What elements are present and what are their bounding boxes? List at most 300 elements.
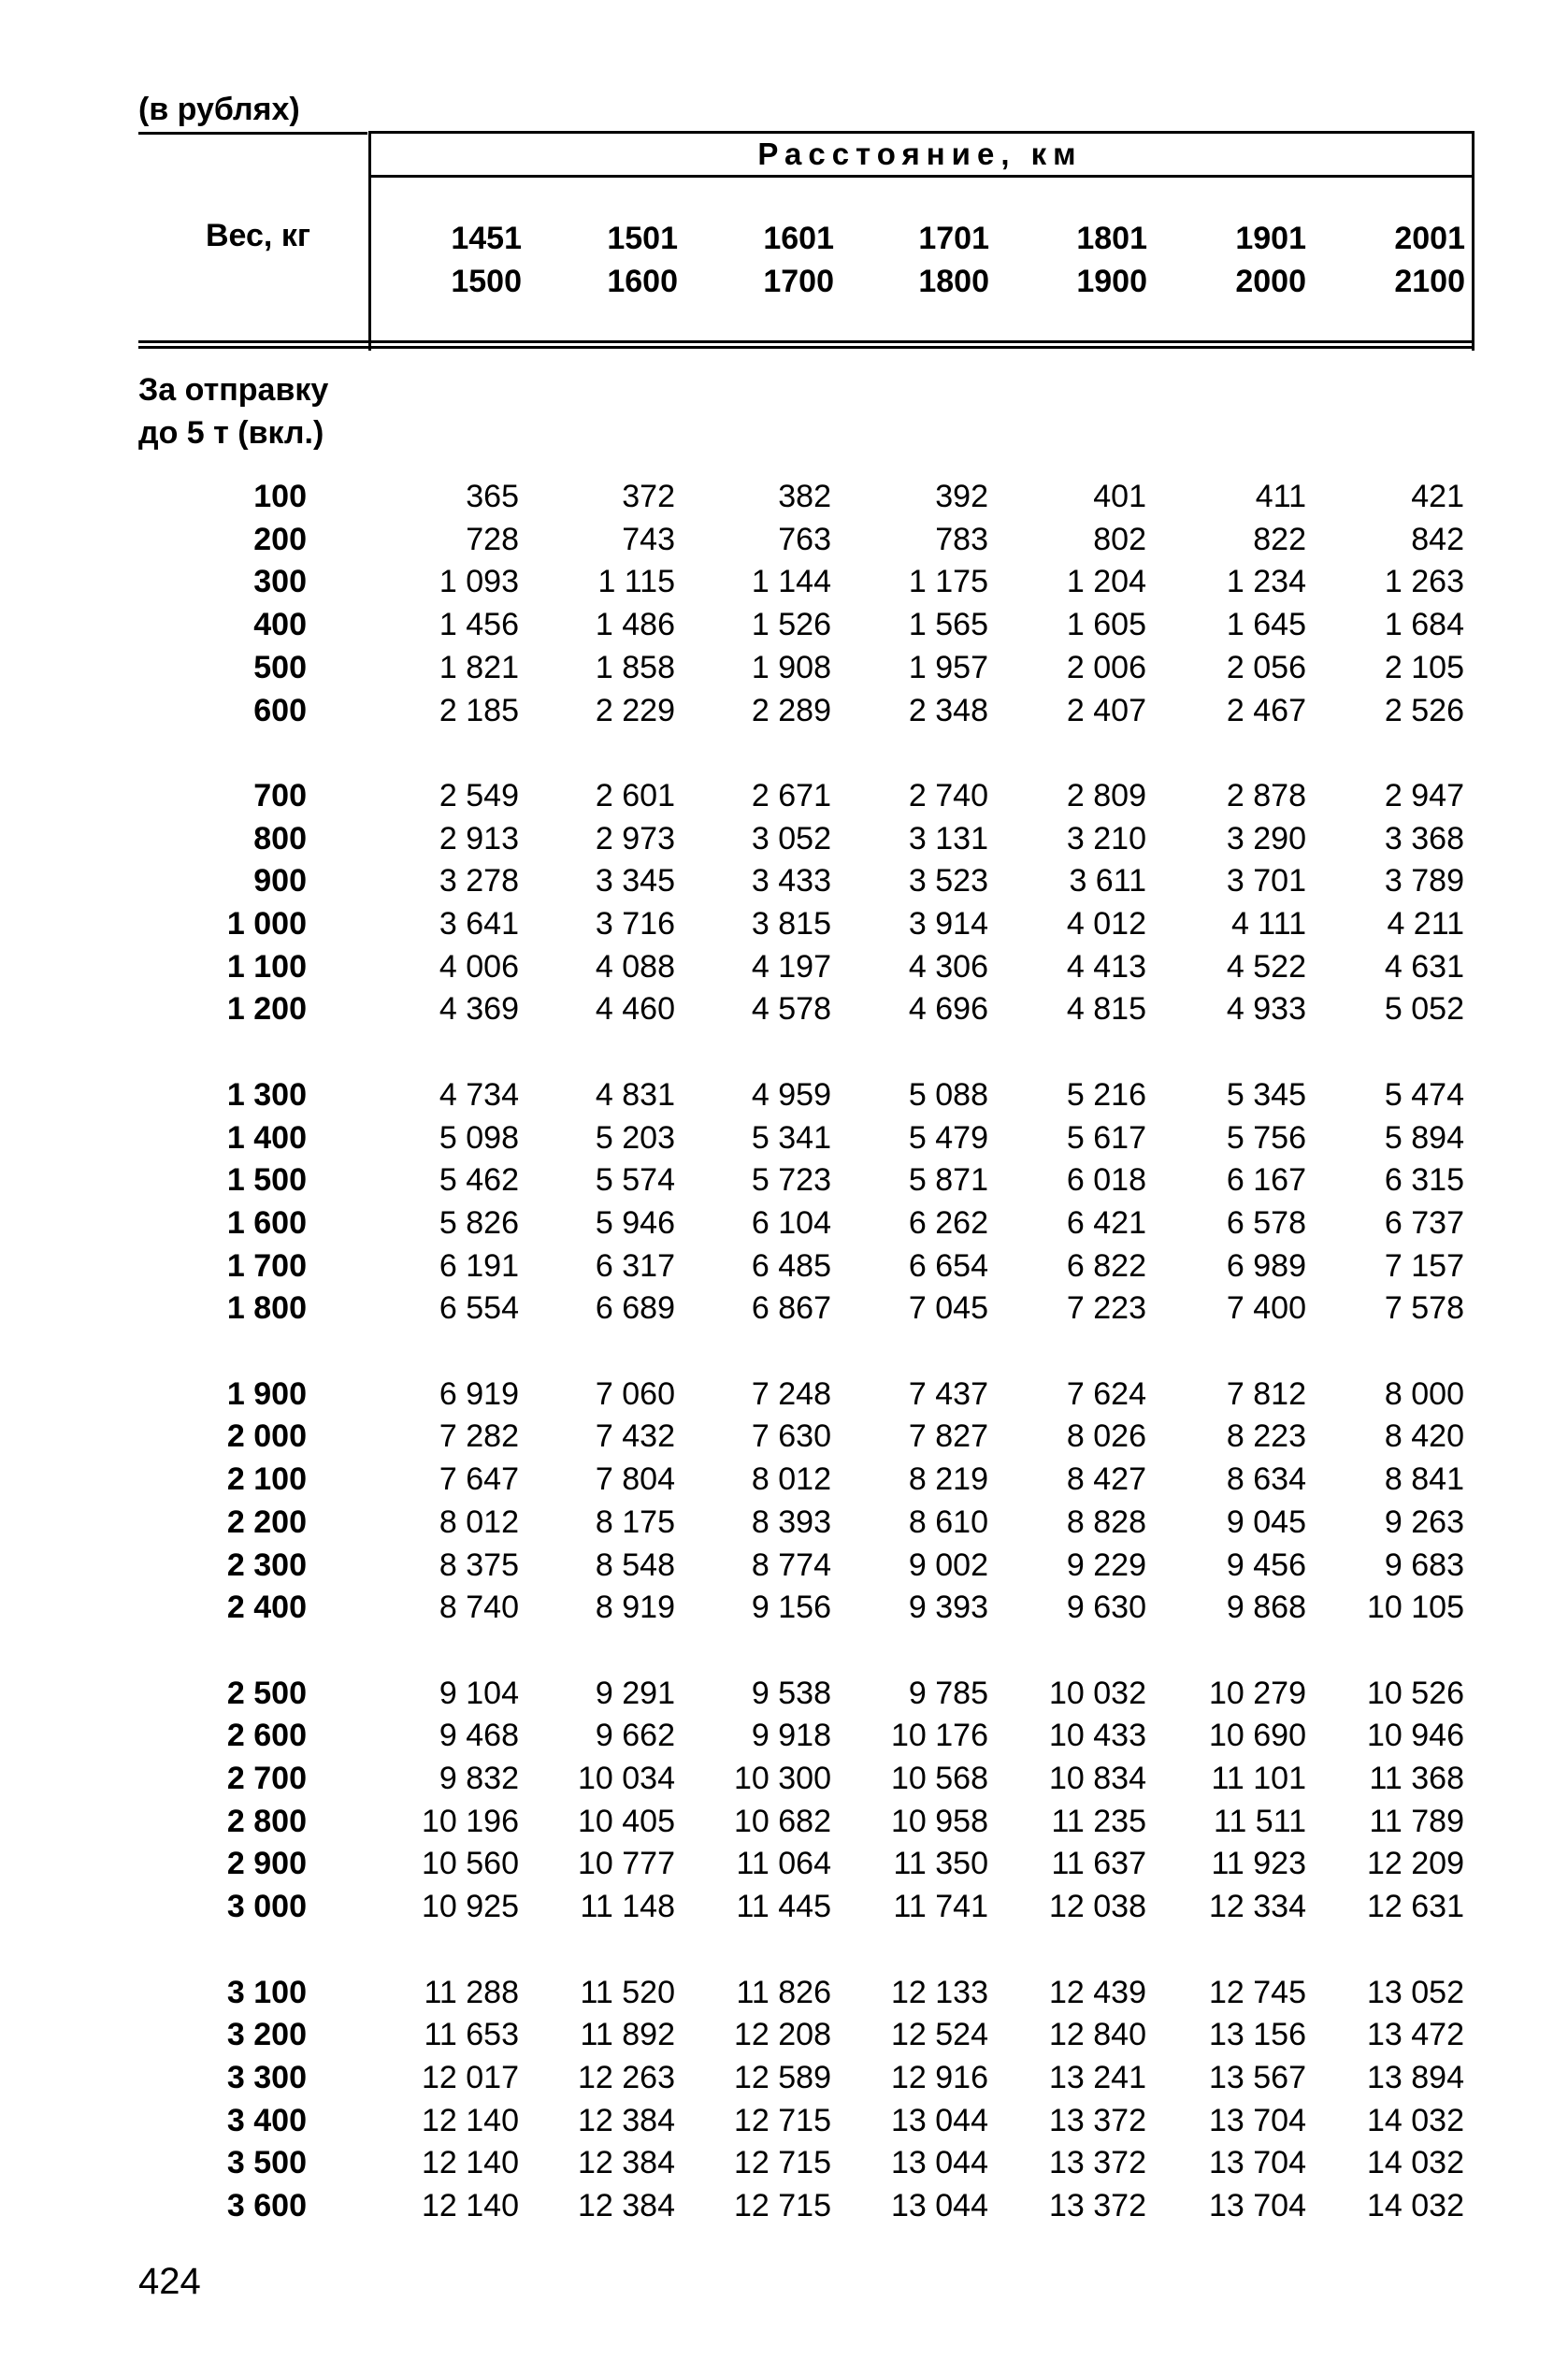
price-cell: 8 175: [595, 1504, 675, 1540]
price-cell: 8 223: [1226, 1418, 1306, 1455]
price-cell: 7 248: [751, 1375, 831, 1412]
table-row: [0, 1458, 1568, 1501]
table-row: [0, 2013, 1568, 2056]
price-cell: 4 413: [1066, 948, 1146, 985]
distance-range-3: 1601 1700: [763, 221, 834, 299]
distance-header: Расстояние, км: [757, 137, 1083, 171]
price-cell: 12 209: [1367, 1846, 1464, 1882]
table-row: [0, 1757, 1568, 1800]
weight-cell: 3 200: [226, 2017, 307, 2053]
price-cell: 11 101: [1211, 1761, 1306, 1796]
table-row: [0, 1373, 1568, 1416]
price-cell: 6 315: [1384, 1162, 1464, 1199]
table-row: [0, 1287, 1568, 1330]
price-cell: 2 467: [1226, 692, 1306, 728]
price-cell: 8 774: [751, 1547, 831, 1583]
price-cell: 1 093: [439, 564, 519, 600]
price-cell: 2 913: [439, 820, 519, 856]
price-cell: 10 105: [1367, 1590, 1464, 1626]
price-cell: 8 828: [1066, 1504, 1146, 1540]
price-cell: 10 526: [1367, 1675, 1464, 1711]
price-cell: 2 289: [751, 692, 831, 728]
price-cell: 13 044: [891, 2145, 988, 2181]
table-row: [0, 1586, 1568, 1629]
price-cell: 842: [1411, 521, 1464, 557]
weight-cell: 1 400: [226, 1119, 307, 1156]
price-cell: 5 826: [439, 1204, 519, 1241]
price-cell: 7 630: [751, 1418, 831, 1455]
price-cell: 2 526: [1384, 692, 1464, 728]
price-cell: 12 038: [1049, 1889, 1146, 1925]
price-cell: 8 919: [595, 1590, 675, 1626]
price-cell: 1 526: [751, 607, 831, 643]
price-cell: 3 210: [1066, 820, 1146, 856]
price-cell: 411: [1255, 479, 1306, 514]
header-bottom-rule: [138, 340, 1472, 349]
price-cell: 10 690: [1209, 1718, 1306, 1754]
price-cell: 4 696: [908, 991, 988, 1028]
price-cell: 4 631: [1384, 948, 1464, 985]
price-cell: 3 641: [439, 906, 519, 942]
price-cell: 13 241: [1049, 2059, 1146, 2095]
price-cell: 5 617: [1066, 1119, 1146, 1156]
table-row: [0, 1073, 1568, 1116]
price-cell: 3 368: [1384, 820, 1464, 856]
price-cell: 1 957: [908, 649, 988, 685]
price-cell: 1 234: [1226, 564, 1306, 600]
price-cell: 13 567: [1209, 2059, 1306, 2095]
table-row: [0, 1842, 1568, 1885]
price-cell: 392: [935, 479, 988, 514]
table-row: [0, 2099, 1568, 2142]
price-cell: 12 715: [734, 2188, 831, 2223]
table-row: [0, 2141, 1568, 2184]
price-cell: 13 044: [891, 2102, 988, 2138]
price-cell: 5 098: [439, 1119, 519, 1156]
price-cell: 13 372: [1049, 2145, 1146, 2181]
price-cell: 8 420: [1384, 1418, 1464, 1455]
price-cell: 12 140: [422, 2102, 519, 2138]
price-cell: 8 026: [1066, 1418, 1146, 1455]
price-cell: 3 131: [908, 820, 988, 856]
price-cell: 8 610: [908, 1504, 988, 1540]
price-cell: 6 018: [1066, 1162, 1146, 1199]
price-cell: 12 524: [891, 2017, 988, 2053]
price-cell: 11 288: [424, 1974, 519, 2010]
price-cell: 13 704: [1209, 2145, 1306, 2181]
price-cell: 1 908: [751, 649, 831, 685]
price-cell: 5 341: [751, 1119, 831, 1156]
price-cell: 5 479: [908, 1119, 988, 1156]
price-cell: 8 634: [1226, 1461, 1306, 1498]
price-cell: 3 278: [439, 863, 519, 899]
price-cell: 1 684: [1384, 607, 1464, 643]
price-cell: 3 611: [1069, 863, 1146, 899]
price-cell: 13 052: [1367, 1974, 1464, 2010]
price-cell: 3 716: [595, 906, 675, 942]
weight-cell: 1 000: [226, 906, 307, 942]
weight-cell: 2 700: [226, 1761, 307, 1796]
price-cell: 5 088: [908, 1076, 988, 1113]
table-row: [0, 1245, 1568, 1288]
price-cell: 13 472: [1367, 2017, 1464, 2053]
section-label-line-1: За отправку: [138, 372, 329, 408]
price-cell: 6 654: [908, 1247, 988, 1284]
price-cell: 12 263: [578, 2059, 675, 2095]
price-cell: 401: [1093, 479, 1146, 514]
weight-cell: 1 200: [226, 991, 307, 1028]
distance-range-1: 1451 1500: [451, 221, 522, 299]
price-cell: 5 871: [908, 1162, 988, 1199]
price-cell: 8 427: [1066, 1461, 1146, 1498]
table-row: [0, 518, 1568, 561]
distance-range-6: 1901 2000: [1235, 221, 1306, 299]
price-cell: 1 263: [1384, 564, 1464, 600]
price-cell: 14 032: [1367, 2145, 1464, 2181]
price-cell: 8 219: [908, 1461, 988, 1498]
price-cell: 7 624: [1066, 1375, 1146, 1412]
price-cell: 10 560: [422, 1846, 519, 1882]
price-cell: 1 565: [908, 607, 988, 643]
price-cell: 2 407: [1066, 692, 1146, 728]
price-cell: 9 785: [908, 1675, 988, 1711]
weight-column-header: Вес, кг: [206, 218, 310, 253]
distance-range-4: 1701 1800: [918, 221, 989, 299]
section-label: [138, 368, 328, 454]
weight-cell: 3 300: [226, 2059, 307, 2095]
table-row: [0, 560, 1568, 603]
price-cell: 9 291: [595, 1675, 675, 1711]
price-cell: 10 176: [891, 1718, 988, 1754]
price-cell: 1 175: [908, 564, 988, 600]
price-cell: 6 989: [1226, 1247, 1306, 1284]
price-cell: 8 000: [1384, 1375, 1464, 1412]
price-cell: 1 456: [439, 607, 519, 643]
price-cell: 2 056: [1226, 649, 1306, 685]
price-cell: 9 393: [908, 1590, 988, 1626]
weight-cell: 600: [253, 692, 307, 728]
price-cell: 2 740: [908, 777, 988, 813]
weight-cell: 800: [253, 820, 307, 856]
price-cell: 10 834: [1049, 1761, 1146, 1796]
price-cell: 3 914: [908, 906, 988, 942]
price-cell: 11 445: [736, 1889, 831, 1925]
price-cell: 382: [778, 479, 831, 514]
price-cell: 8 012: [751, 1461, 831, 1498]
price-cell: 3 290: [1226, 820, 1306, 856]
price-cell: 12 140: [422, 2145, 519, 2181]
price-cell: 372: [622, 479, 675, 514]
price-cell: 4 006: [439, 948, 519, 985]
price-cell: 1 204: [1066, 564, 1146, 600]
price-cell: 1 115: [597, 564, 675, 600]
price-cell: 3 052: [751, 820, 831, 856]
price-cell: 12 589: [734, 2059, 831, 2095]
price-cell: 5 894: [1384, 1119, 1464, 1156]
table-row: [0, 817, 1568, 860]
price-cell: 12 140: [422, 2188, 519, 2223]
weight-cell: 700: [253, 777, 307, 813]
price-cell: 12 715: [734, 2102, 831, 2138]
table-row: [0, 902, 1568, 945]
price-cell: 3 789: [1384, 863, 1464, 899]
price-cell: 12 208: [734, 2017, 831, 2053]
price-cell: 7 578: [1384, 1290, 1464, 1327]
distance-range-7: 2001 2100: [1394, 221, 1465, 299]
price-cell: 3 523: [908, 863, 988, 899]
price-cell: 5 574: [595, 1162, 675, 1199]
weight-cell: 100: [253, 479, 307, 514]
weight-cell: 3 000: [226, 1889, 307, 1925]
price-cell: 3 433: [751, 863, 831, 899]
price-cell: 8 375: [439, 1547, 519, 1583]
price-cell: 2 947: [1384, 777, 1464, 813]
weight-cell: 3 100: [226, 1974, 307, 2010]
price-cell: 6 689: [595, 1290, 675, 1327]
price-cell: 10 777: [578, 1846, 675, 1882]
price-cell: 783: [935, 521, 988, 557]
price-cell: 6 737: [1384, 1204, 1464, 1241]
price-cell: 421: [1411, 479, 1464, 514]
price-cell: 11 892: [580, 2017, 675, 2053]
price-cell: 1 144: [751, 564, 831, 600]
weight-cell: 1 600: [226, 1204, 307, 1241]
price-cell: 11 064: [736, 1846, 831, 1882]
price-cell: 4 522: [1226, 948, 1306, 985]
weight-cell: 2 800: [226, 1803, 307, 1839]
price-cell: 10 196: [422, 1803, 519, 1839]
price-cell: 6 867: [751, 1290, 831, 1327]
price-cell: 9 832: [439, 1761, 519, 1796]
price-cell: 743: [622, 521, 675, 557]
weight-cell: 200: [253, 521, 307, 557]
price-cell: 7 437: [908, 1375, 988, 1412]
table-row: [0, 1885, 1568, 1928]
price-cell: 9 229: [1066, 1547, 1146, 1583]
weight-cell: 2 100: [226, 1461, 307, 1498]
page-number: 424: [138, 2261, 201, 2302]
price-cell: 4 578: [751, 991, 831, 1028]
table-row: [0, 1116, 1568, 1159]
price-cell: 822: [1253, 521, 1306, 557]
price-cell: 7 045: [908, 1290, 988, 1327]
price-cell: 2 229: [595, 692, 675, 728]
table-row: [0, 475, 1568, 518]
price-cell: 2 348: [908, 692, 988, 728]
price-cell: 6 578: [1226, 1204, 1306, 1241]
price-cell: 8 393: [751, 1504, 831, 1540]
weight-cell: 1 700: [226, 1247, 307, 1284]
price-cell: 7 282: [439, 1418, 519, 1455]
price-cell: 6 554: [439, 1290, 519, 1327]
price-cell: 4 460: [595, 991, 675, 1028]
price-cell: 365: [466, 479, 519, 514]
price-cell: 14 032: [1367, 2188, 1464, 2223]
price-cell: 4 831: [595, 1076, 675, 1113]
price-cell: 2 549: [439, 777, 519, 813]
weight-cell: 1 900: [226, 1375, 307, 1412]
price-cell: 2 878: [1226, 777, 1306, 813]
price-cell: 5 203: [595, 1119, 675, 1156]
price-cell: 11 511: [1214, 1803, 1306, 1839]
weight-cell: 2 500: [226, 1675, 307, 1711]
price-cell: 11 368: [1369, 1761, 1464, 1796]
weight-cell: 2 900: [226, 1846, 307, 1882]
price-cell: 9 045: [1226, 1504, 1306, 1540]
price-cell: 11 350: [893, 1846, 988, 1882]
price-cell: 7 400: [1226, 1290, 1306, 1327]
price-cell: 4 211: [1387, 906, 1464, 942]
price-cell: 9 630: [1066, 1590, 1146, 1626]
weight-cell: 900: [253, 863, 307, 899]
table-row: [0, 987, 1568, 1030]
price-cell: 6 262: [908, 1204, 988, 1241]
price-cell: 12 384: [578, 2102, 675, 2138]
price-cell: 12 715: [734, 2145, 831, 2181]
weight-cell: 2 000: [226, 1418, 307, 1455]
price-cell: 1 821: [439, 649, 519, 685]
header-divider: [368, 175, 1472, 178]
price-cell: 2 185: [439, 692, 519, 728]
price-cell: 12 334: [1209, 1889, 1306, 1925]
weight-cell: 2 200: [226, 1504, 307, 1540]
price-cell: 7 223: [1066, 1290, 1146, 1327]
table-caption: (в рублях): [138, 92, 367, 135]
price-cell: 2 671: [751, 777, 831, 813]
price-cell: 6 167: [1226, 1162, 1306, 1199]
price-cell: 11 741: [893, 1889, 988, 1925]
table-row: [0, 1544, 1568, 1587]
price-cell: 10 958: [891, 1803, 988, 1839]
distance-range-2: 1501 1600: [607, 221, 678, 299]
price-cell: 9 456: [1226, 1547, 1306, 1583]
weight-cell: 400: [253, 607, 307, 643]
price-cell: 12 439: [1049, 1974, 1146, 2010]
price-cell: 11 789: [1369, 1803, 1464, 1839]
price-cell: 1 858: [595, 649, 675, 685]
price-cell: 5 756: [1226, 1119, 1306, 1156]
price-cell: 8 548: [595, 1547, 675, 1583]
price-cell: 802: [1093, 521, 1146, 557]
distance-range-5: 1801 1900: [1076, 221, 1147, 299]
price-cell: 5 723: [751, 1162, 831, 1199]
price-cell: 3 815: [751, 906, 831, 942]
price-cell: 6 421: [1066, 1204, 1146, 1241]
price-cell: 9 662: [595, 1718, 675, 1754]
table-row: [0, 2056, 1568, 2099]
price-cell: 12 631: [1367, 1889, 1464, 1925]
weight-cell: 2 300: [226, 1547, 307, 1583]
price-cell: 5 052: [1384, 991, 1464, 1028]
price-cell: 9 868: [1226, 1590, 1306, 1626]
price-cell: 9 918: [751, 1718, 831, 1754]
table-row: [0, 1158, 1568, 1201]
price-cell: 10 682: [734, 1803, 831, 1839]
price-cell: 13 894: [1367, 2059, 1464, 2095]
table-row: [0, 2184, 1568, 2227]
weight-cell: 3 500: [226, 2145, 307, 2181]
price-cell: 9 263: [1384, 1504, 1464, 1540]
price-cell: 1 486: [595, 607, 675, 643]
price-cell: 9 104: [439, 1675, 519, 1711]
price-cell: 5 345: [1226, 1076, 1306, 1113]
price-cell: 11 923: [1211, 1846, 1306, 1882]
weight-cell: 3 600: [226, 2188, 307, 2223]
price-cell: 4 734: [439, 1076, 519, 1113]
weight-cell: 1 500: [226, 1162, 307, 1199]
price-cell: 5 946: [595, 1204, 675, 1241]
price-cell: 13 704: [1209, 2102, 1306, 2138]
price-cell: 10 034: [578, 1761, 675, 1796]
table-row: [0, 689, 1568, 732]
price-cell: 7 060: [595, 1375, 675, 1412]
price-cell: 9 538: [751, 1675, 831, 1711]
price-cell: 8 012: [439, 1504, 519, 1540]
table-row: [0, 945, 1568, 988]
table-row: [0, 603, 1568, 646]
price-cell: 12 916: [891, 2059, 988, 2095]
price-cell: 4 197: [751, 948, 831, 985]
price-cell: 6 919: [439, 1375, 519, 1412]
weight-cell: 1 800: [226, 1290, 307, 1327]
price-cell: 6 822: [1066, 1247, 1146, 1284]
table-row: [0, 1201, 1568, 1245]
price-cell: 8 740: [439, 1590, 519, 1626]
table-row: [0, 1714, 1568, 1757]
price-cell: 12 384: [578, 2145, 675, 2181]
price-cell: 4 111: [1230, 906, 1306, 942]
price-cell: 11 653: [424, 2017, 519, 2053]
price-cell: 5 462: [439, 1162, 519, 1199]
price-cell: 9 156: [751, 1590, 831, 1626]
price-cell: 6 317: [595, 1247, 675, 1284]
price-cell: 13 156: [1209, 2017, 1306, 2053]
price-cell: 13 044: [891, 2188, 988, 2223]
price-cell: 9 468: [439, 1718, 519, 1754]
table-row: [0, 774, 1568, 817]
weight-cell: 300: [253, 564, 307, 600]
price-cell: 10 946: [1367, 1718, 1464, 1754]
price-cell: 10 568: [891, 1761, 988, 1796]
price-cell: 4 306: [908, 948, 988, 985]
price-cell: 728: [466, 521, 519, 557]
price-cell: 2 973: [595, 820, 675, 856]
price-cell: 7 432: [595, 1418, 675, 1455]
price-cell: 10 405: [578, 1803, 675, 1839]
weight-cell: 3 400: [226, 2102, 307, 2138]
price-cell: 7 647: [439, 1461, 519, 1498]
price-cell: 9 002: [908, 1547, 988, 1583]
price-cell: 7 812: [1226, 1375, 1306, 1412]
price-cell: 14 032: [1367, 2102, 1464, 2138]
price-cell: 4 815: [1066, 991, 1146, 1028]
price-cell: 11 520: [580, 1974, 675, 2010]
price-cell: 4 369: [439, 991, 519, 1028]
price-cell: 1 645: [1226, 607, 1306, 643]
weight-cell: 2 400: [226, 1590, 307, 1626]
price-cell: 2 601: [595, 777, 675, 813]
price-cell: 10 032: [1049, 1675, 1146, 1711]
price-cell: 2 006: [1066, 649, 1146, 685]
price-cell: 12 745: [1209, 1974, 1306, 2010]
price-cell: 12 384: [578, 2188, 675, 2223]
weight-cell: 1 300: [226, 1076, 307, 1113]
price-cell: 11 148: [580, 1889, 675, 1925]
price-cell: 6 191: [439, 1247, 519, 1284]
price-cell: 6 485: [751, 1247, 831, 1284]
price-cell: 13 372: [1049, 2188, 1146, 2223]
section-label-line-2: до 5 т (вкл.): [138, 415, 324, 451]
